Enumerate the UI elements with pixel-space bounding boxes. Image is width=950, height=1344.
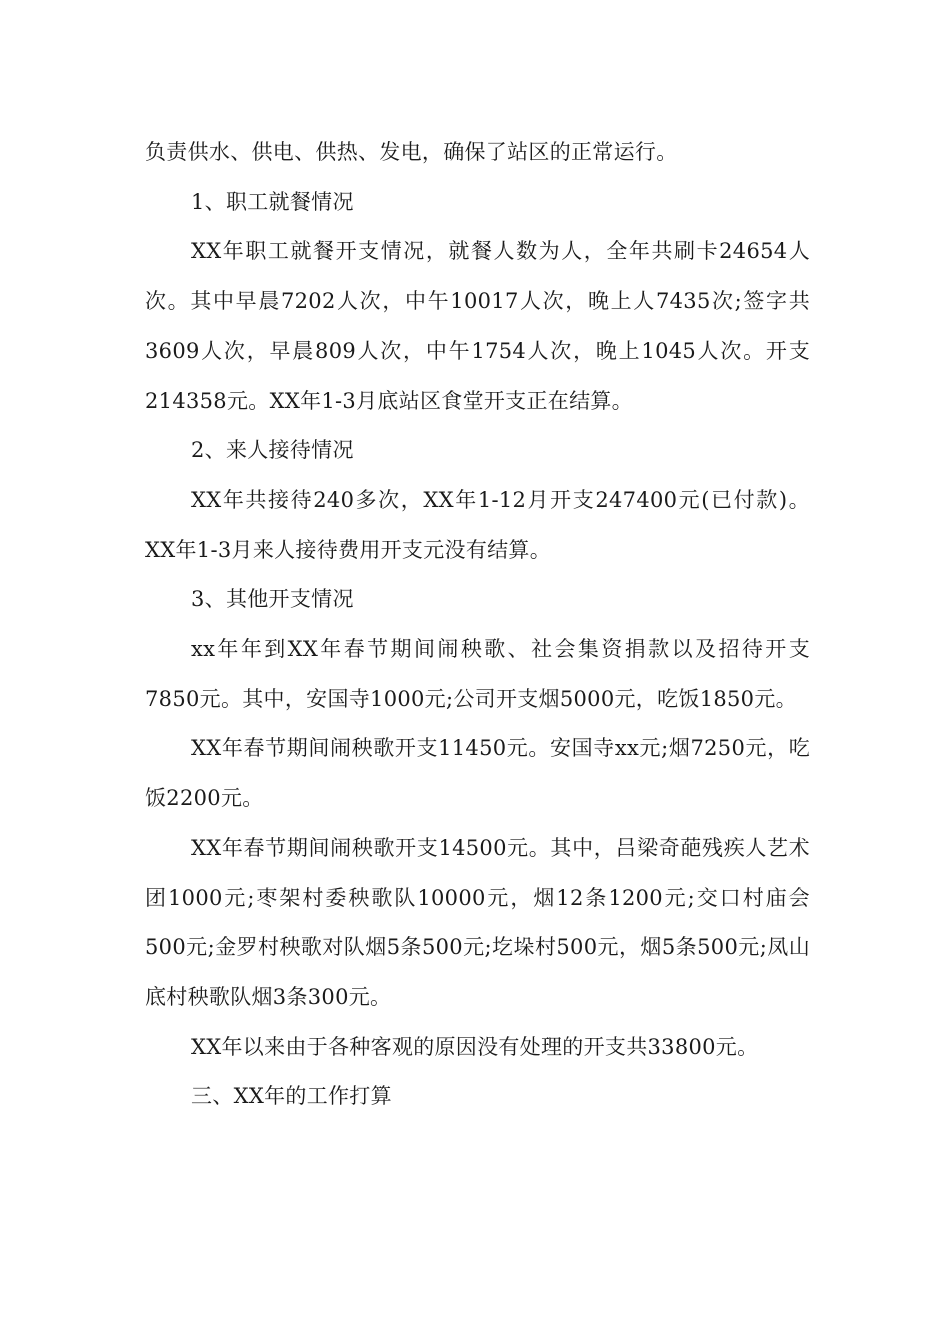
- paragraph-staff-dining: XX年职工就餐开支情况，就餐人数为人，全年共刷卡24654人次。其中早晨7202人次，中午10017人次，晚上人7435次;签字共3609人次，早晨809人次，中午1754人次，晚上1045人次。开支214358元。XX年1-3月底站区食堂开支正在结算。: [145, 239, 810, 413]
- heading-reception: 2、来人接待情况: [191, 438, 354, 463]
- paragraph-other-expenses-2: XX年春节期间闹秧歌开支11450元。安国寺xx元;烟7250元，吃饭2200元。: [145, 736, 810, 811]
- paragraph-intro: 负责供水、供电、供热、发电，确保了站区的正常运行。: [145, 140, 678, 164]
- heading-staff-dining: 1、职工就餐情况: [191, 189, 354, 214]
- paragraph-unprocessed-expenses: XX年以来由于各种客观的原因没有处理的开支共33800元。: [191, 1034, 759, 1059]
- paragraph-other-expenses-3: XX年春节期间闹秧歌开支14500元。其中，吕梁奇葩残疾人艺术团1000元;枣架村委秧歌队10000元，烟12条1200元;交口村庙会500元;金罗村秧歌对队烟5条500元;圪垛村500元，烟5条500元;凤山底村秧歌队烟3条300元。: [145, 835, 810, 1009]
- paragraph-reception: XX年共接待240多次，XX年1-12月开支247400元(已付款)。XX年1-3月来人接待费用开支元没有结算。: [145, 487, 810, 562]
- document-body: [145, 128, 810, 1122]
- heading-work-plan: 三、XX年的工作打算: [191, 1084, 392, 1109]
- paragraph-other-expenses-1: xx年年到XX年春节期间闹秧歌、社会集资捐款以及招待开支7850元。其中，安国寺1000元;公司开支烟5000元，吃饭1850元。: [145, 637, 810, 711]
- heading-other-expenses: 3、其他开支情况: [191, 587, 354, 612]
